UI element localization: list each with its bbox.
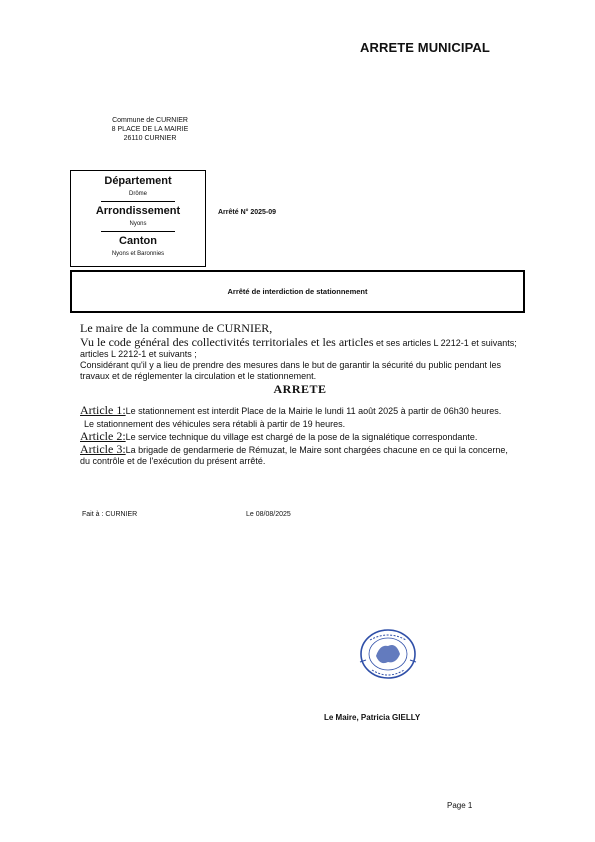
address-line: Commune de CURNIER: [112, 117, 188, 124]
commune-address: [100, 116, 200, 143]
preamble-line: Le maire de la commune de CURNIER,: [80, 321, 273, 335]
article-label: Article 2:: [80, 429, 126, 443]
article-text: Le service technique du village est chargé de la pose de la signalétique correspondante.: [125, 432, 478, 442]
departement-value: Drôme: [128, 191, 147, 197]
article-text: La brigade de gendarmerie de Rémuzat, le Maire sont chargées chacune en ce qui la concerne, du contrôle et de l'exécution du présent arrêté.: [80, 445, 508, 466]
departement-label: Département: [104, 175, 172, 187]
document-date: Le 08/08/2025: [246, 511, 291, 518]
divider: [101, 201, 175, 202]
page-number: Page 1: [447, 801, 473, 810]
article-label: Article 1:: [80, 403, 126, 417]
arrete-number: Arrêté N° 2025-09: [218, 209, 277, 216]
preamble-rest: et ses articles L 2212-1 et suivants; articles L 2212-1 et suivants ;: [80, 338, 517, 359]
article-text: Le stationnement est interdit Place de la Mairie le lundi 11 août 2025 à partir de 06h30 heures.: [125, 406, 502, 416]
preamble-considerant: Considérant qu'il y a lieu de prendre des mesures dans le but de garantir la sécurité du public pendant les travaux et de réglementer la circulation et le stationnement.: [80, 360, 501, 381]
preamble-paragraph: [80, 335, 520, 360]
document-body: [80, 321, 520, 467]
article-1: [80, 405, 520, 417]
canton-label: Canton: [119, 235, 157, 247]
arrete-heading: ARRETE: [273, 382, 327, 396]
arrondissement-label: Arrondissement: [95, 205, 181, 217]
subject-box: [70, 270, 525, 313]
divider: [101, 231, 175, 232]
fait-a: Fait à : CURNIER: [82, 511, 138, 518]
administrative-box: [70, 170, 206, 267]
municipal-stamp: [358, 626, 418, 682]
canton-value: Nyons et Baronnies: [111, 251, 165, 257]
preamble-serif: Vu le code général des collectivités territoriales et les articles: [80, 335, 374, 349]
subject-text: Arrêté de interdiction de stationnement: [227, 287, 368, 296]
signature: Le Maire, Patricia GIELLY: [324, 713, 421, 722]
document-title: ARRETE MUNICIPAL: [360, 40, 490, 55]
article-label: Article 3:: [80, 442, 126, 456]
article-2: [80, 431, 520, 443]
address-line: 8 PLACE DE LA MAIRIE: [111, 126, 189, 133]
arrondissement-value: Nyons: [129, 221, 147, 227]
address-line: 26110 CURNIER: [123, 135, 177, 142]
article-1-extra: Le stationnement des véhicules sera rétabli à partir de 19 heures.: [84, 419, 346, 429]
article-3: [80, 444, 520, 467]
